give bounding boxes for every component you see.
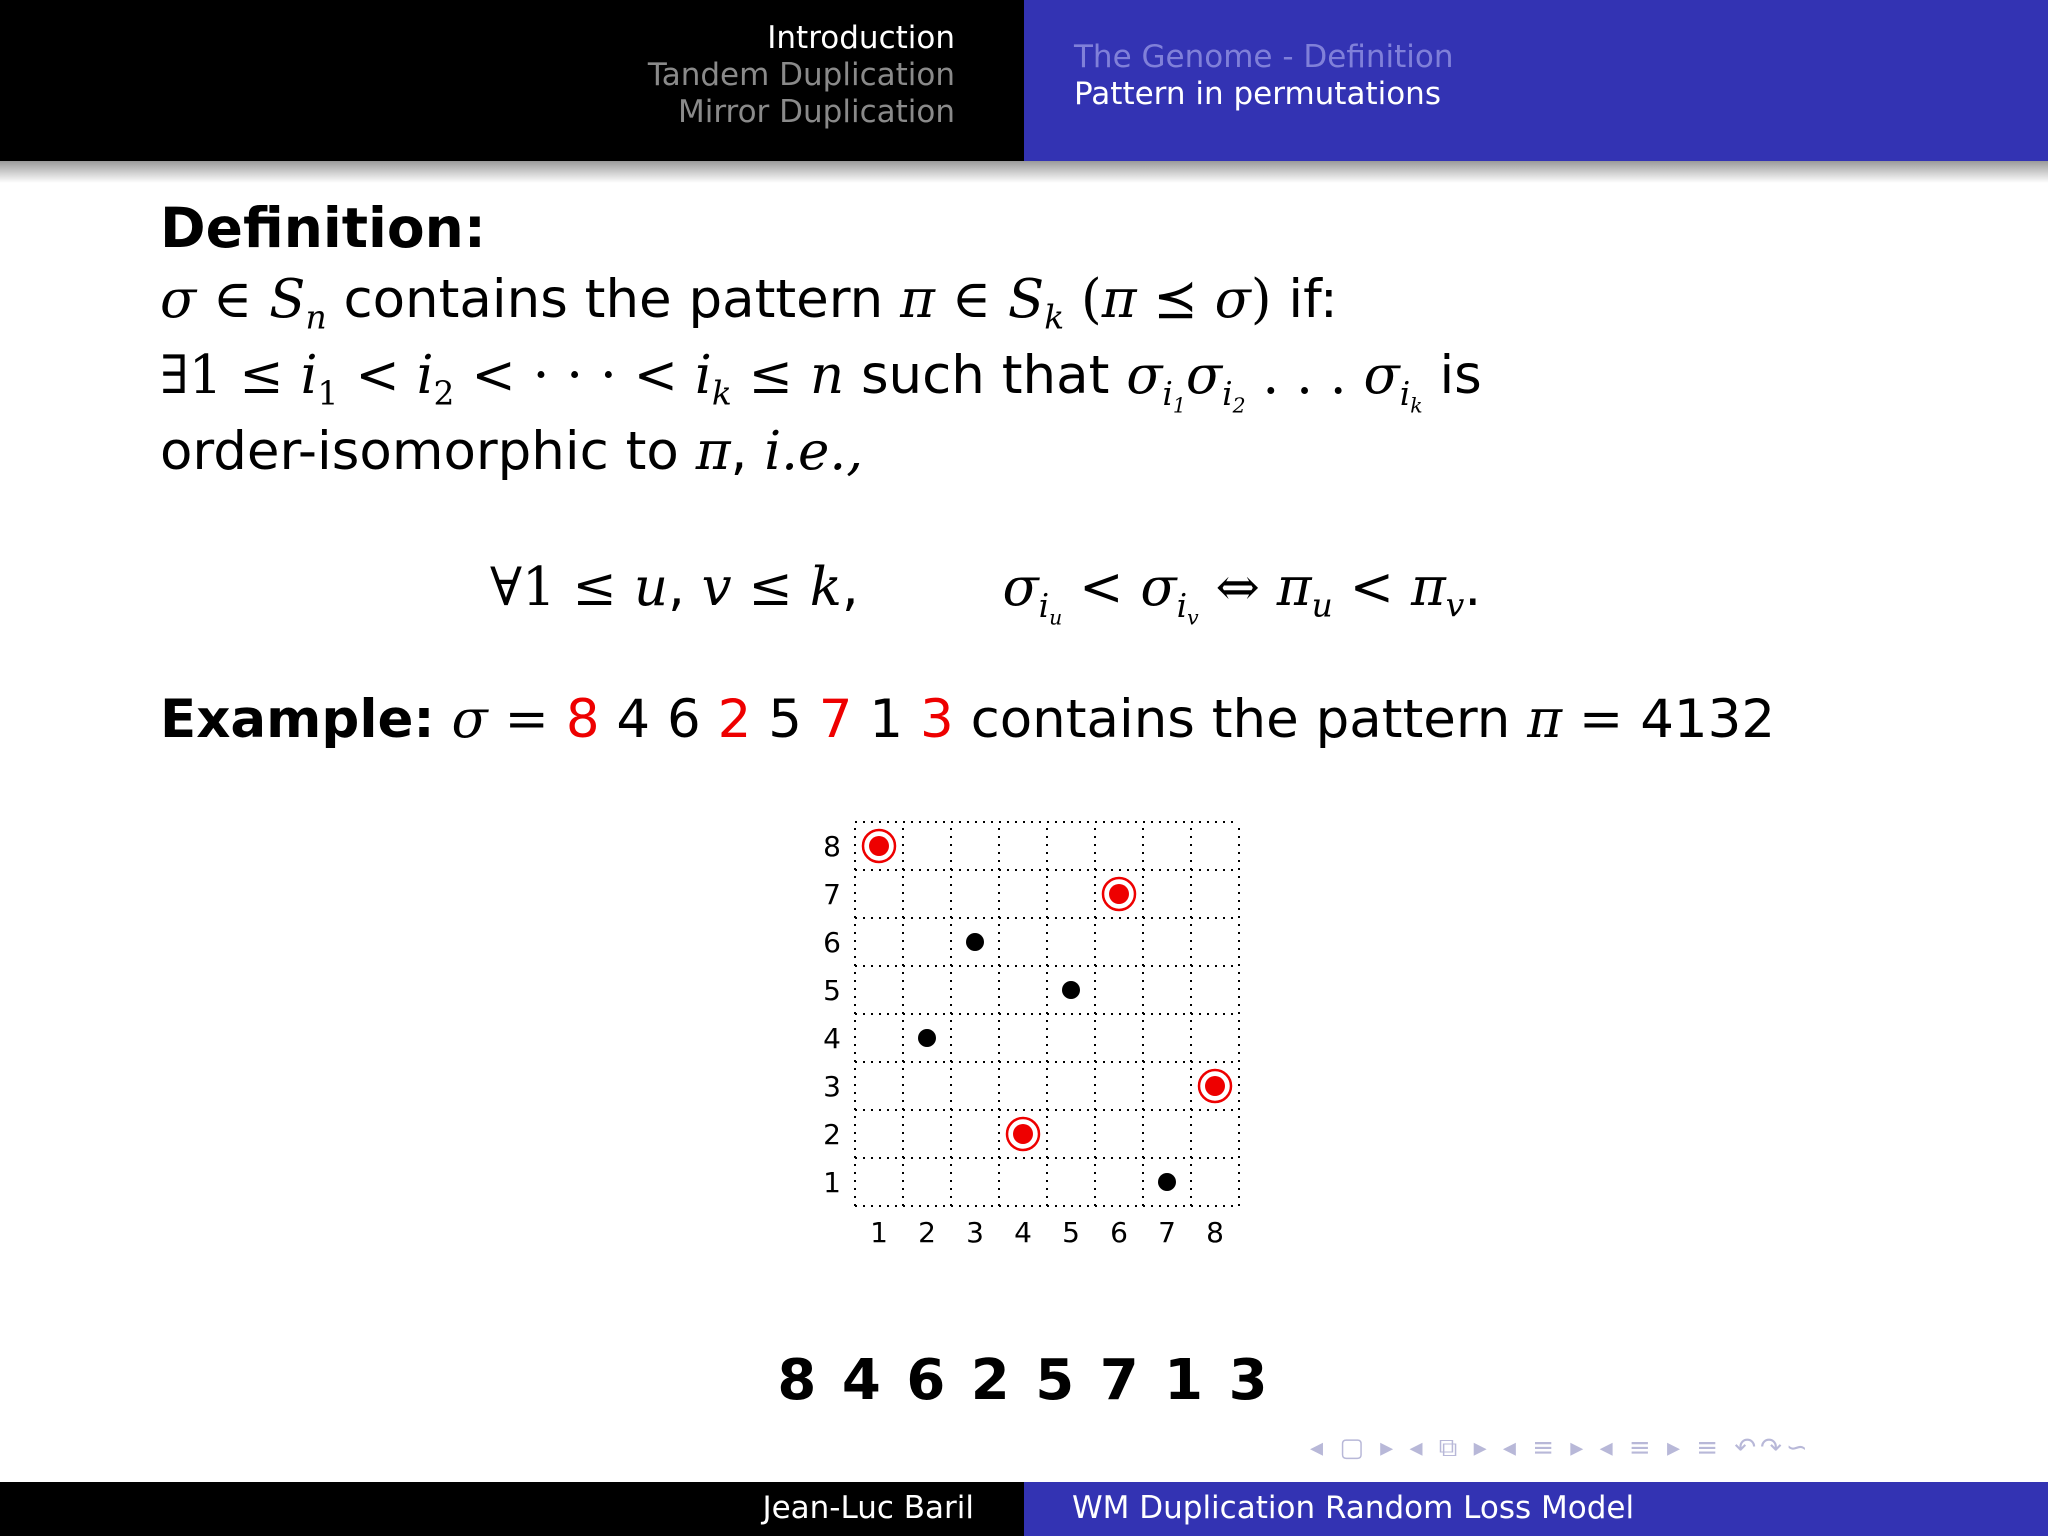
y-tick-label: 1 [823,1166,841,1199]
highlighted-point [1013,1124,1033,1144]
x-tick-label: 5 [1062,1216,1080,1249]
contains-text: contains the pattern [343,269,884,330]
nav-section-3[interactable]: Mirror Duplication [677,94,955,130]
example-contains-text: contains the pattern [970,689,1511,750]
data-point [918,1029,936,1047]
nav-subsection-1[interactable]: The Genome - Definition [1074,39,1454,75]
subsection-list [1074,39,1454,113]
definition-line-1: σ ∈ $S_n$ contains the pattern π ∈ $S_k$ (π ⪯ σ) if: [160,269,1338,337]
sigma-digits [566,689,971,750]
example-label: Example: [160,689,435,750]
definition-line-3: order-isomorphic to π, i.e., [160,421,864,482]
data-point [966,933,984,951]
sigma-digit: 3 [919,689,954,750]
if-text: if: [1288,269,1338,330]
footer-author-panel [0,1482,1024,1536]
x-tick-label: 4 [1014,1216,1032,1249]
x-tick-label: 8 [1206,1216,1224,1249]
sigma-digit: 7 [818,689,853,750]
sequence-text: 8 4 6 2 5 7 1 3 [777,1348,1271,1413]
footer-talk-title: WM Duplication Random Loss Model [1072,1490,1635,1526]
sigma-digit: 1 [869,689,904,750]
slide-header [0,0,2048,161]
nav-subsection-2[interactable]: Pattern in permutations [1074,76,1441,112]
sigma-digit: 8 [565,689,600,750]
x-tick-label: 2 [918,1216,936,1249]
section-list [648,20,955,131]
y-tick-label: 3 [823,1070,841,1103]
beamer-navigation-symbols[interactable]: ◂ ▢ ▸ ◂ ⧉ ▸ ◂ ≡ ▸ ◂ ≡ ▸ ≡ ↶↷∽ [1310,1433,1812,1463]
order-iso-text: order-isomorphic to [160,421,679,482]
x-tick-label: 3 [966,1216,984,1249]
definition-title: Definition: [160,196,486,260]
is-text: is [1439,345,1482,406]
highlighted-point [1205,1076,1225,1096]
y-tick-label: 2 [823,1118,841,1151]
y-tick-label: 4 [823,1022,841,1055]
header-shadow [0,161,2048,183]
footer-author: Jean-Luc Baril [762,1490,974,1526]
sigma-digit: 5 [768,689,802,750]
sigma-digit: 2 [717,689,752,750]
y-tick-label: 7 [823,878,841,911]
data-point [1158,1173,1176,1191]
highlighted-point [869,836,889,856]
sigma-digit: 6 [667,689,701,750]
definition-line-2: ∃1 ≤ $i_1 < i_2$ < · · · < $i_k \le n$ such that $\sigma_{i_1}\sigma_{i_2}$ . . . $\sigma_{i_k}$ is [160,345,1482,418]
such-that-text: such that [860,345,1110,406]
order-condition-formula: ∀1 ≤ u, v ≤ k, $\sigma_{i_u} < \sigma_{i_v}$ ⇔ $\pi_u < \pi_v$. [490,557,1482,630]
pi-value: 4132 [1640,689,1776,750]
x-tick-label: 7 [1158,1216,1176,1249]
header-sections-panel [0,0,1024,161]
nav-section-1[interactable]: Introduction [767,20,955,56]
x-tick-label: 6 [1110,1216,1128,1249]
y-tick-label: 6 [823,926,841,959]
sigma-digit: 4 [616,689,651,750]
ie-text: i.e., [764,421,864,482]
footer-title-panel [1024,1482,2048,1536]
example-line: Example: σ = 8 4 6 2 5 7 1 3 contains the pattern π = 4132 [160,689,1776,750]
highlighted-point [1109,884,1129,904]
y-tick-label: 5 [823,974,841,1007]
data-point [1062,981,1080,999]
y-tick-label: 8 [823,830,841,863]
nav-section-2[interactable]: Tandem Duplication [647,57,955,93]
x-tick-label: 1 [870,1216,888,1249]
header-subsections-panel [1024,0,2048,161]
permutation-diagram [800,800,1280,1260]
